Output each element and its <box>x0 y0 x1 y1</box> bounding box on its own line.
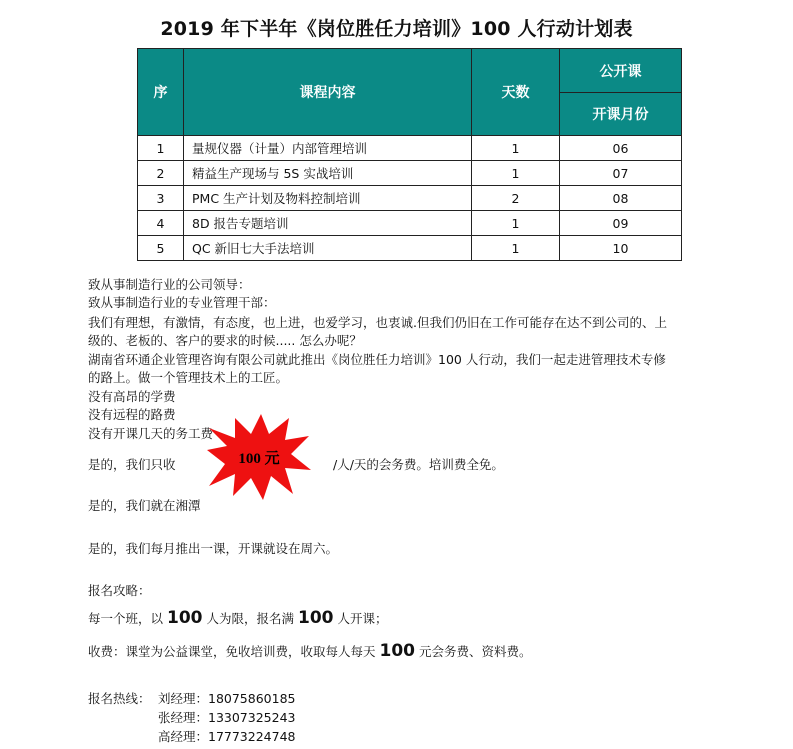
cell-month: 09 <box>560 211 682 236</box>
cell-month: 07 <box>560 161 682 186</box>
header-public: 公开课 <box>560 49 682 93</box>
hotline-label: 报名热线： <box>88 691 151 706</box>
table-row <box>138 211 682 236</box>
cell-days: 1 <box>472 161 560 186</box>
no-leave-line: 没有开课几天的务工费 <box>88 426 214 441</box>
cell-content: QC 新旧七大手法培训 <box>184 236 472 261</box>
cell-seq: 2 <box>138 161 184 186</box>
contact-gao: 高经理：17773224748 <box>158 729 296 744</box>
cell-days: 1 <box>472 236 560 261</box>
table-row <box>138 136 682 161</box>
rule-number-2: 100 <box>297 608 334 628</box>
paragraph-2-line-2: 的路上。做一个管理技术上的工匠。 <box>88 370 289 385</box>
page-title: 2019 年下半年《岗位胜任力培训》100 人行动计划表 <box>160 18 633 40</box>
fee-text-a: 收费：课堂为公益课堂，免收培训费，收取每人每天 <box>88 644 376 659</box>
price-burst <box>205 412 313 502</box>
location-line: 是的，我们就在湘潭 <box>88 498 201 513</box>
paragraph-2-line-1: 湖南省环通企业管理咨询有限公司就此推出《岗位胜任力培训》100 人行动，我们一起走进管理技术专修 <box>88 352 666 367</box>
signup-title: 报名攻略： <box>88 583 151 598</box>
cell-seq: 3 <box>138 186 184 211</box>
contact-liu: 刘经理：18075860185 <box>158 691 296 706</box>
table-row <box>138 236 682 261</box>
price-line-start: 是的，我们只收 <box>88 457 176 472</box>
cell-content: 8D 报告专题培训 <box>184 211 472 236</box>
no-travel-line: 没有远程的路费 <box>88 407 176 422</box>
class-size-rule <box>88 607 387 630</box>
cell-month: 08 <box>560 186 682 211</box>
paragraph-1-line-2: 级的、老板的、客户的要求的时候..... 怎么办呢？ <box>88 333 362 348</box>
fee-line <box>88 640 532 663</box>
fee-number: 100 <box>379 641 415 661</box>
rule-text-b: 人为限，报名满 <box>206 611 294 626</box>
header-content: 课程内容 <box>184 49 472 136</box>
header-days: 天数 <box>472 49 560 136</box>
rule-text-c: 人开课； <box>337 611 388 626</box>
contact-zhang: 张经理：13307325243 <box>158 710 296 725</box>
cell-month: 10 <box>560 236 682 261</box>
cell-content: PMC 生产计划及物料控制培训 <box>184 186 472 211</box>
cell-days: 1 <box>472 211 560 236</box>
table-row <box>138 186 682 211</box>
course-plan-table <box>137 48 682 261</box>
table-row <box>138 161 682 186</box>
no-tuition-line: 没有高昂的学费 <box>88 389 176 404</box>
cell-month: 06 <box>560 136 682 161</box>
header-month: 开课月份 <box>560 93 682 136</box>
header-seq: 序 <box>138 49 184 136</box>
schedule-line: 是的，我们每月推出一课，开课就设在周六。 <box>88 541 339 556</box>
cell-days: 1 <box>472 136 560 161</box>
cell-content: 精益生产现场与 5S 实战培训 <box>184 161 472 186</box>
price-line-end: /人/天的会务费。培训费全免。 <box>333 457 504 472</box>
greeting-leaders: 致从事制造行业的公司领导： <box>88 277 251 292</box>
cell-content: 量规仪器（计量）内部管理培训 <box>184 136 472 161</box>
greeting-managers: 致从事制造行业的专业管理干部： <box>88 295 276 310</box>
cell-seq: 4 <box>138 211 184 236</box>
cell-seq: 1 <box>138 136 184 161</box>
cell-days: 2 <box>472 186 560 211</box>
burst-price-text: 100 元 <box>238 451 280 467</box>
cell-seq: 5 <box>138 236 184 261</box>
rule-number-1: 100 <box>167 608 203 628</box>
fee-text-b: 元会务费、资料费。 <box>418 644 532 659</box>
starburst-icon <box>205 412 313 502</box>
paragraph-1-line-1: 我们有理想，有激情，有态度，也上进，也爱学习，也衷诚.但我们仍旧在工作可能存在达不到公司的、上 <box>88 315 667 330</box>
rule-text-a: 每一个班，以 <box>88 611 164 626</box>
